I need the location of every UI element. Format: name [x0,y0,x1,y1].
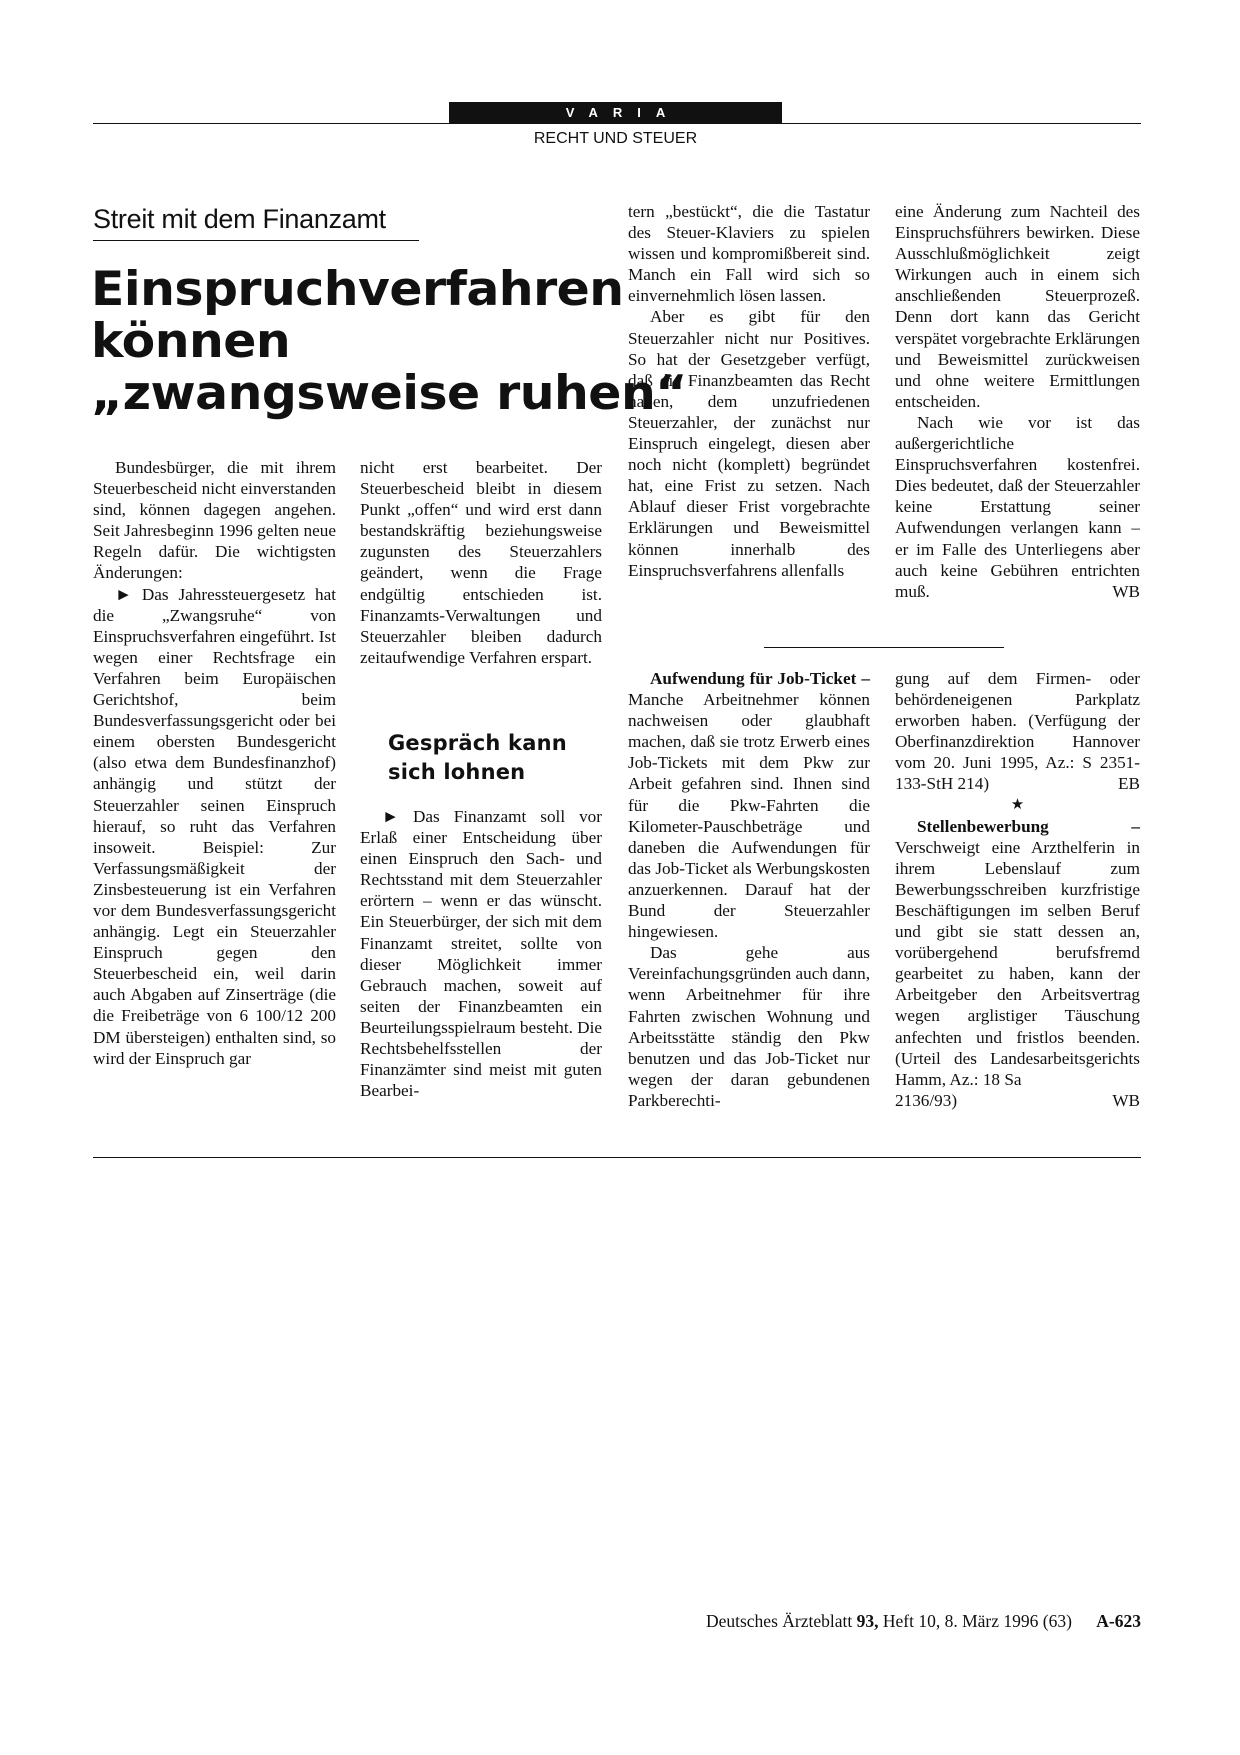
author-signature: WB [1112,1090,1140,1110]
note-text: Manche Arbeitnehmer können nachweisen oder glaubhaft machen, daß sie trotz Erwerb eines Job-Tickets mit dem Pkw zur Arbeit gefahren sind. Ihnen sind für die Pkw-Fahrten die Kilometer-Pauschbeträge und daneben die Aufwendungen für das Job-Ticket als Werbungskosten anzuerkennen. Darauf hat der Bund der Steuerzahler hingewiesen. [628,690,870,942]
notes-column-1 [628,668,870,1111]
article-column-2 [360,457,602,668]
article-column-4 [895,201,1140,602]
paragraph [895,412,1140,602]
page-footer [634,1611,1141,1632]
top-divider [93,123,1141,124]
headline-line: „zwangsweise ruhen“ [91,366,687,421]
paragraph: Aber es gibt für den Steuerzahler nicht nur Positives. So hat der Gesetzgeber verfügt, daß die Finanzbeamten das Recht haben, dem unzufriedenen Steuerzahler, der zunächst nur Einspruch eingelegt, diesen aber noch nicht (komplett) begründet hat, eine Frist zu setzen. Nach Ablauf dieser Frist vorgebrachte Erklärungen und Beweismittel können innerhalb des Einspruchsverfahrens allenfalls [628,307,870,580]
notes-column-2 [895,668,1140,1111]
note-jobticket [628,668,870,942]
note-continuation [895,668,1140,795]
article-headline [91,262,687,421]
journal-volume: 93, [856,1611,879,1631]
article-subheading: Gespräch kann sich lohnen [388,731,567,784]
paragraph-text: Nach wie vor ist das außergerichtliche Einspruchsverfahren kostenfrei. Dies bedeutet, daß der Steuerzahler keine Erstattung seiner Aufwendungen verlangen kann – er im Falle des Unterliegens aber auch keine Gebühren entrichten muß. [895,412,1140,601]
article-column-1 [93,457,336,1069]
bottom-divider [93,1157,1141,1158]
headline-line: Einspruchverfahren [91,262,624,317]
paragraph: Das gehe aus Vereinfachungsgründen auch dann, wenn Arbeitnehmer für ihre Fahrten zwischen Wohnung und Arbeitsstätte ständig den Pkw benutzen und das Job-Ticket nur wegen der daran gebundenen Parkberechti- [628,943,870,1110]
star-separator-icon: ★ [1010,796,1025,813]
note-stellenbewerbung [895,816,1140,1090]
section-label: RECHT UND STEUER [533,130,698,147]
page-number: A-623 [1096,1611,1141,1631]
paragraph: Bundesbürger, die mit ihrem Steuerbescheid nicht einverstanden sind, können dagegen angehen. Seit Jahresbeginn 1996 gelten neue Regeln dafür. Die wichtigsten Änderungen: [93,458,336,583]
section-banner: VARIA [449,102,782,123]
paragraph: nicht erst bearbeitet. Der Steuerbescheid bleibt in diesem Punkt „offen“ und wird erst dann bestandskräftig beziehungsweise zugunsten des Steuerzahlers geändert, wenn die Frage endgültig entschieden ist. Finanzamts-Verwaltungen und Steuerzahler bleiben dadurch zeitaufwendige Verfahren erspart. [360,458,602,667]
paragraph: tern „bestückt“, die die Tastatur des Steuer-Klaviers zu spielen wissen und kompromißbereit sind. Manch ein Fall wird sich so einvernehmlich lösen lassen. [628,202,870,306]
note-last-line [895,1090,1140,1111]
paragraph: ► Das Finanzamt soll vor Erlaß einer Entscheidung über einen Einspruch den Sach- und Rechtsstand mit dem Steuerzahler erörtern – wenn er das wünscht. Ein Steuerbürger, der sich mit dem Finanzamt streitet, sollte von dieser Möglichkeit immer Gebrauch machen, soweit auf seiten der Finanzbeamten ein Beurteilungsspielraum besteht. Die Rechtsbehelfsstellen der Finanzämter sind meist mit guten Bearbei- [360,807,603,1101]
note-text: gung auf dem Firmen- oder behördeneigenen Parkplatz erworben haben. (Verfügung der Oberfinanzdirektion Hannover vom 20. Juni 1995, Az.: S 2351-133-StH 214) [895,669,1140,794]
article-column-2-continued [360,806,602,1101]
journal-name: Deutsches Ärzteblatt [705,1611,853,1631]
article-kicker: Streit mit dem Finanzamt [93,202,419,241]
notes-divider [764,647,1004,648]
note-title: Aufwendung für Job-Ticket – [650,669,870,688]
note-title: Stellenbewerbung – [917,816,1140,836]
note-text: 2136/93) [895,1090,958,1110]
author-signature: EB [1118,774,1140,794]
author-signature: WB [1112,581,1140,601]
issue-info: Heft 10, 8. März 1996 (63) [882,1611,1072,1631]
paragraph: ► Das Jahressteuergesetz hat die „Zwangsruhe“ von Einspruchsverfahren eingeführt. Ist wegen einer Rechtsfrage ein Verfahren beim Europäischen Gerichtshof, beim Bundesverfassungsgericht oder bei einem obersten Bundesgericht (also etwa dem Bundesfinanzhof) anhängig und stützt der Steuerzahler seinen Einspruch hierauf, so ruht das Verfahren insoweit. Beispiel: Zur Verfassungsmäßigkeit der Zinsbesteuerung ist ein Verfahren vor dem Bundesverfassungsgericht anhängig. Legt ein Steuerzahler Einspruch gegen den Steuerbescheid ein, weil darin auch Abgaben auf Zinserträge (die die Freibeträge von 6 100/12 200 DM übersteigen) enthalten sind, so wird der Einspruch gar [93,584,336,1068]
paragraph: eine Änderung zum Nachteil des Einspruchsführers bewirken. Diese Ausschlußmöglichkeit zeigt Wirkungen auch in einem sich anschließenden Steuerprozeß. Denn dort kann das Gericht verspätet vorgebrachte Erklärungen und Beweismittel zurückweisen und ohne weitere Ermittlungen entscheiden. [895,202,1140,411]
headline-line: können [91,314,291,369]
article-column-3 [628,201,870,581]
note-text: Verschweigt eine Arzthelferin in ihrem Lebenslauf zum Bewerbungsschreiben kurzfristige Beschäftigungen im selben Beruf und gibt sie statt dessen an, vorübergehend berufsfremd gearbeitet zu haben, kann der Arbeitgeber den Arbeitsvertrag wegen arglistiger Täuschung anfechten und fristlos beenden. (Urteil des Landesarbeitsgerichts Hamm, Az.: 18 Sa [895,837,1140,1089]
